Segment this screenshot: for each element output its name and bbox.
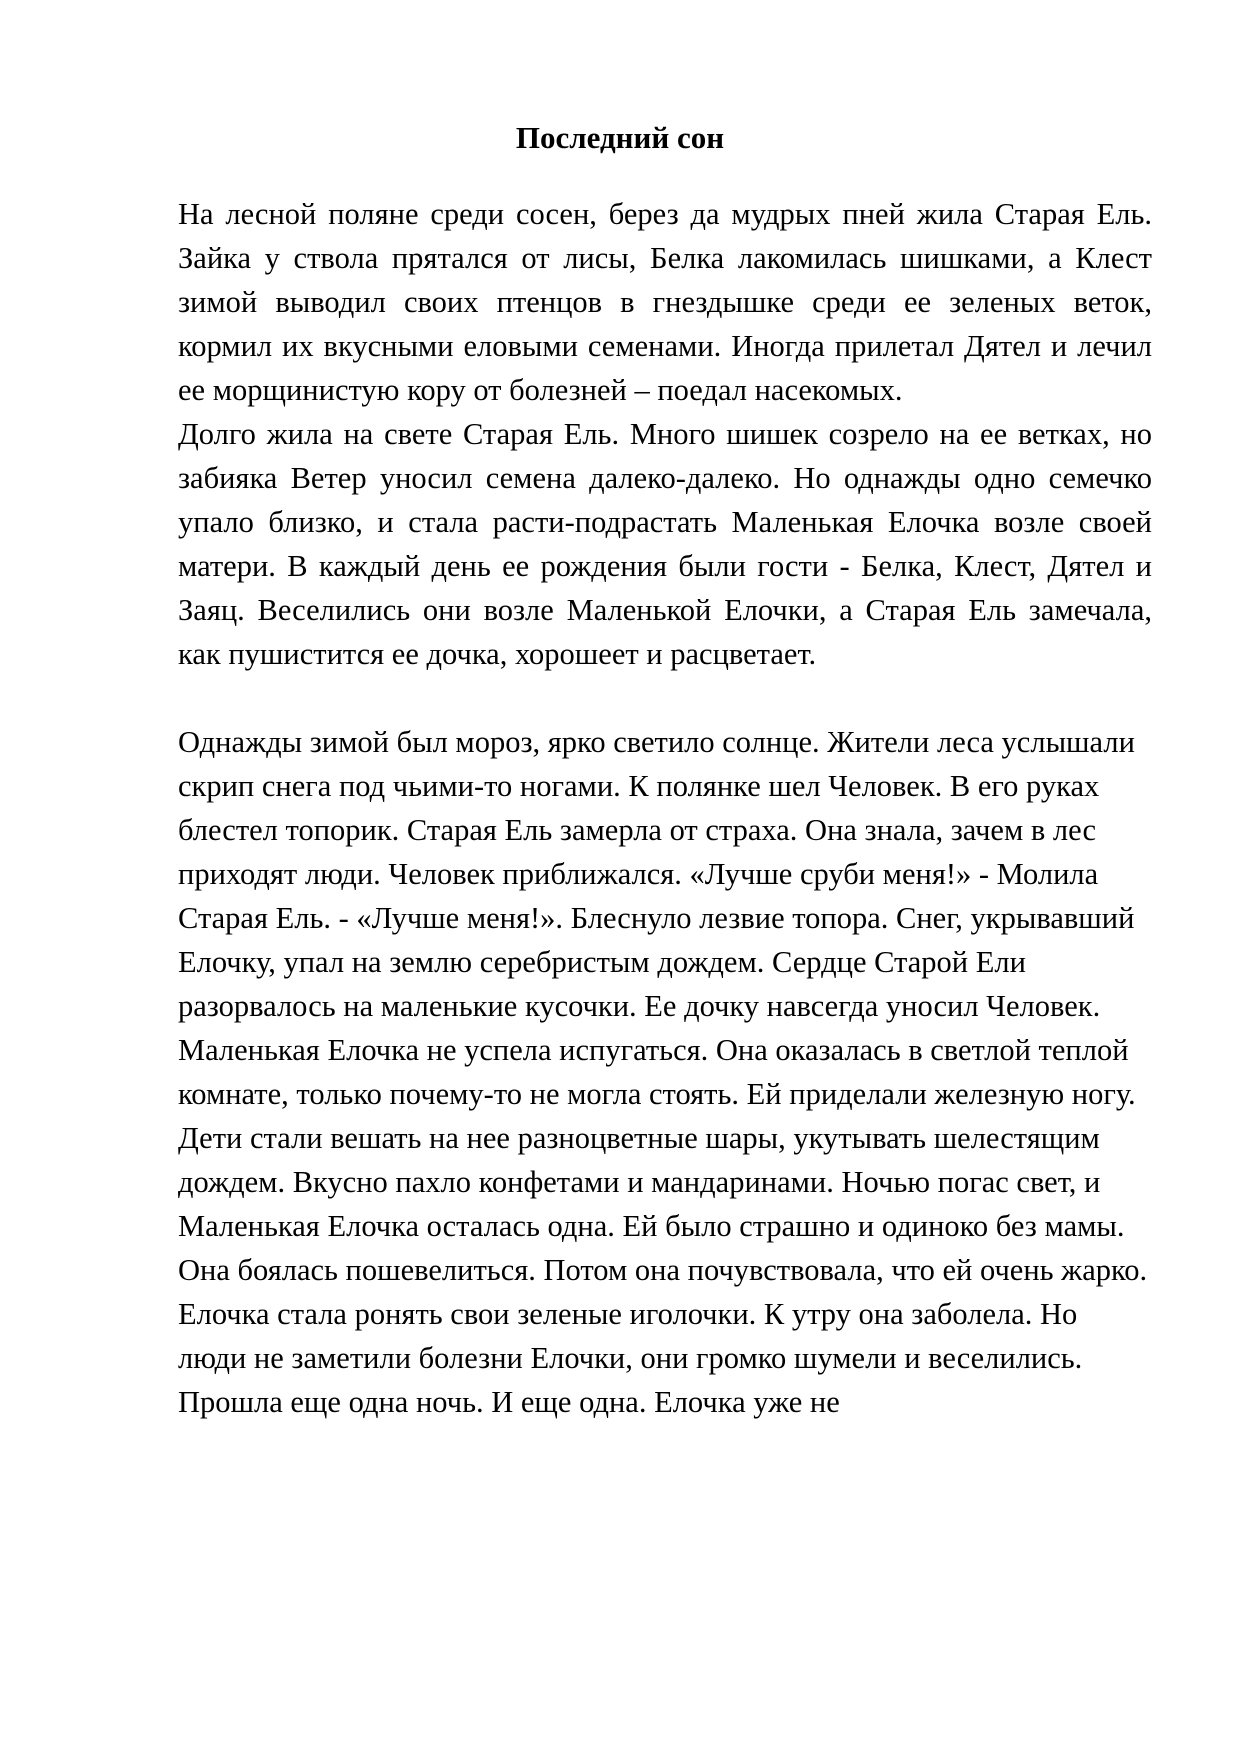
document-title: Последний сон [515,120,725,155]
story-body [178,192,1152,1424]
paragraph-warm-room: Маленькая Елочка не успела испугаться. Она оказалась в светлой теплой комнате, только почему-то не могла стоять. Ей приделали железную ногу. Дети стали вешать на нее разноцветные шары, укутывать шелестящим дождем. Вкусно пахло конфетами и мандаринами. Ночью погас свет, и Маленькая Елочка осталась одна. Ей было страшно и одиноко без мамы. Она боялась пошевелиться. Потом она почувствовала, что ей очень жарко. Елочка стала ронять свои зеленые иголочки. К утру она заболела. Но люди не заметили болезни Елочки, они громко шумели и веселились. Прошла еще одна ночь. И еще одна. Елочка уже не [178,1033,1148,1419]
paragraph-winter-man: Однажды зимой был мороз, ярко светило солнце. Жители леса услышали скрип снега под чьими-то ногами. К полянке шел Человек. В его руках блестел топорик. Старая Ель замерла от страха. Она знала, зачем в лес приходят люди. Человек приближался. «Лучше сруби меня!» - Молила Старая Ель. - «Лучше меня!». Блеснуло лезвие топора. Снег, укрывавший Елочку, упал на землю серебристым дождем. Сердце Старой Ели разорвалось на маленькие кусочки. Ее дочку навсегда уносил Человек. [178,725,1135,1023]
paragraph-old-spruce: На лесной поляне среди сосен, берез да мудрых пней жила Старая Ель. Зайка у ствола прятался от лисы, Белка лакомилась шишками, а Клест зимой выводил своих птенцов в гнездышке среди ее зеленых веток, кормил их вкусными еловыми семенами. Иногда прилетал Дятел и лечил ее морщинистую кору от болезней – поедал насекомых. [178,197,1152,407]
paragraph-little-spruce: Долго жила на свете Старая Ель. Много шишек созрело на ее ветках, но забияка Ветер уносил семена далеко-далеко. Но однажды одно семечко упало близко, и стала расти-подрастать Маленькая Елочка возле своей матери. В каждый день ее рождения были гости - Белка, Клест, Дятел и Заяц. Веселились они возле Маленькой Елочки, а Старая Ель замечала, как пушистится ее дочка, хорошеет и расцветает. [178,417,1152,671]
